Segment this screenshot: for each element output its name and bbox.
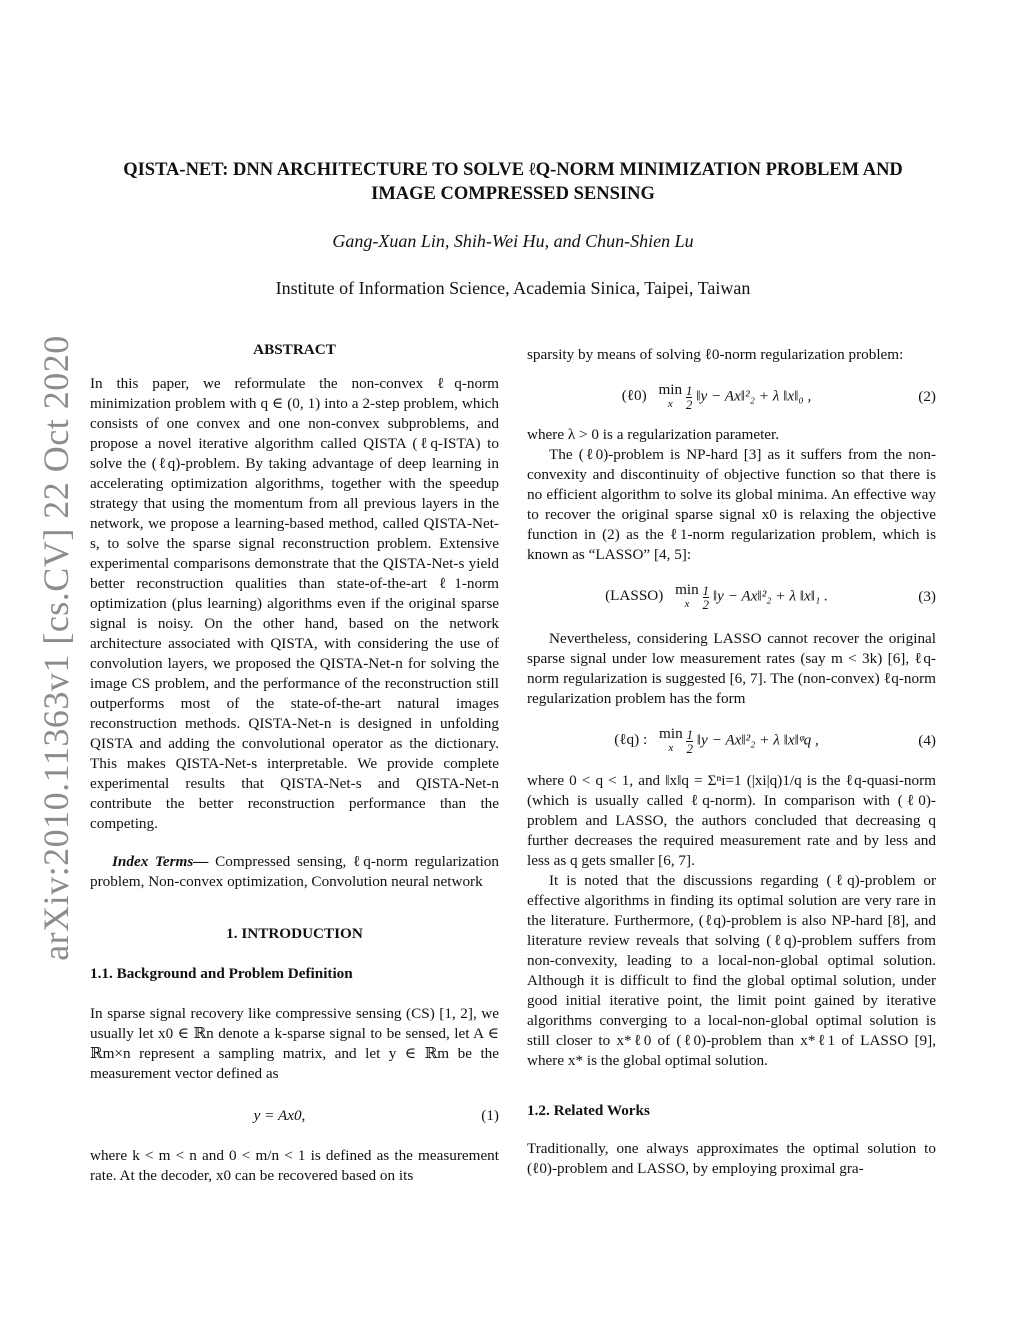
equation-3-number: (3) <box>918 588 936 605</box>
equation-1-body: y = Ax0, <box>253 1107 306 1124</box>
equation-4-number: (4) <box>918 732 936 749</box>
equation-2-body: ‖y − Ax‖²₂ + λ ‖x‖₀ , <box>696 387 812 405</box>
fraction-half: $\frac{1}{2}$ <box>702 582 710 612</box>
equation-1-number: (1) <box>481 1107 499 1124</box>
min-operator: min x <box>658 381 683 410</box>
equation-2-label: (ℓ0) <box>621 387 647 405</box>
arxiv-stamp: arXiv:2010.11363v1 [cs.CV] 22 Oct 2020 <box>36 335 76 961</box>
right-paragraph-4: Nevertheless, considering LASSO cannot recover the original sparse signal under low measurement rates (say m < 3k) [6], ℓq-norm regularization is suggested [6, 7]. The (non-convex) ℓq-norm regularization problem has the form <box>527 630 936 707</box>
affiliation: Institute of Information Science, Academia Sinica, Taipei, Taiwan <box>275 278 751 298</box>
intro-paragraph-1: In sparse signal recovery like compressive sensing (CS) [1, 2], we usually let x0 ∈ ℝn denote a k-sparse signal to be sensed, let A ∈ ℝm×n represent a sampling matrix, and let y ∈ ℝm be the measurement vector defined as <box>90 1005 499 1082</box>
fraction-half: $\frac{1}{2}$ <box>686 726 693 756</box>
fraction-half: $\frac{1}{2}$ <box>685 382 693 412</box>
equation-2-number: (2) <box>918 388 936 405</box>
abstract-heading: ABSTRACT <box>253 341 336 358</box>
right-column <box>527 345 936 1179</box>
intro-heading: 1. INTRODUCTION <box>226 925 363 942</box>
paper-title <box>80 158 946 206</box>
left-column <box>90 340 499 1186</box>
min-operator: min x <box>675 581 699 610</box>
title-line-1: QISTA-NET: DNN ARCHITECTURE TO SOLVE ℓQ-NORM MINIMIZATION PROBLEM AND <box>123 160 903 180</box>
equation-3-label: (LASSO) <box>605 587 664 605</box>
index-terms-label: Index Terms— <box>112 853 209 870</box>
equation-3 <box>527 577 936 617</box>
abstract-text: In this paper, we reformulate the non-convex ℓq-norm minimization problem with q ∈ (0, 1) into a 2-step problem, which consists of one convex and one non-convex subproblems, and propose a novel iterative algorithm called QISTA (ℓq-ISTA) to solve the (ℓq)-problem. By taking advantage of deep learning in accelerating optimization algorithms, together with the speedup strategy that using the momentum from all previous layers in the network, we propose a learning-based method, called QISTA-Net-s, to solve the sparse signal reconstruction problem. Extensive experimental comparisons demonstrate that the QISTA-Net-s yield better reconstruction qualities than state-of-the-art ℓ1-norm optimization (plus learning) algorithms even if the original sparse signal is noisy. On the other hand, based on the network architecture associated with QISTA, with considering the use of convolution layers, we proposed the QISTA-Net-n for solving the image CS problem, and the performance of the reconstruction still outperforms most of the state-of-the-art natural images reconstruction methods. QISTA-Net-n is designed in unfolding QISTA and adding the convolutional operator as the dictionary. This makes QISTA-Net-s interpretable. We provide complete experimental results that QISTA-Net-s and QISTA-Net-n contribute the better reconstruction performance than the competing. <box>90 375 499 832</box>
equation-2 <box>527 377 936 417</box>
equation-4-body: ‖y − Ax‖²₂ + λ ‖x‖ᵠq , <box>696 731 819 749</box>
right-paragraph-6: It is noted that the discussions regarding (ℓq)-problem or effective algorithms in finding its optimal solution are very rare in the literature. Furthermore, (ℓq)-problem is also NP-hard [8], and literature review reveals that solving (ℓq)-problem suffers from non-convexity, leading to a local-non-global optimal solution. Although it is difficult to find the global optimal solution, under good initial iterative point, the limit point gained by iterative algorithms converging to a local-non-global optimal solution is still closer to x*ℓ0 of (ℓ0)-problem than x*ℓ1 of LASSO [9], where x* is the global optimal solution. <box>527 872 936 1069</box>
right-paragraph-3: The (ℓ0)-problem is NP-hard [3] as it suffers from the non-convexity and discontinuity of objective function so that there is no efficient algorithm to solve its global minima. An effective way to recover the original sparse signal x0 is relaxing the objective function in (2) as the ℓ1-norm regularization problem, which is known as “LASSO” [4, 5]: <box>527 446 936 563</box>
equation-3-body: ‖y − Ax‖²₂ + λ ‖x‖₁ . <box>712 587 828 605</box>
right-paragraph-7: Traditionally, one always approximates the optimal solution to (ℓ0)-problem and LASSO, by employing proximal gra- <box>527 1140 936 1177</box>
equation-1 <box>90 1096 499 1136</box>
min-operator: min x <box>659 725 683 754</box>
background-heading: 1.1. Background and Problem Definition <box>90 965 353 982</box>
related-works-heading: 1.2. Related Works <box>527 1102 650 1119</box>
intro-paragraph-2: where k < m < n and 0 < m/n < 1 is defined as the measurement rate. At the decoder, x0 can be recovered based on its <box>90 1147 499 1184</box>
right-paragraph-5: where 0 < q < 1, and ‖x‖q = Σⁿi=1 (|xi|q)1/q is the ℓq-quasi-norm (which is usually called ℓq-norm). In comparison with (ℓ0)-problem and LASSO, the authors concluded that decreasing q further decreases the required measurement rate and by less and less as q gets smaller [6, 7]. <box>527 772 936 869</box>
index-terms-text: Compressed sensing, ℓq-norm regularization problem, Non-convex optimization, Convolution neural network <box>90 853 499 890</box>
equation-4 <box>527 721 936 761</box>
index-terms <box>90 852 499 892</box>
title-line-2: IMAGE COMPRESSED SENSING <box>371 184 655 204</box>
authors: Gang-Xuan Lin, Shih-Wei Hu, and Chun-Shien Lu <box>332 231 694 251</box>
equation-4-label: (ℓq) : <box>614 731 648 749</box>
right-paragraph-1: sparsity by means of solving ℓ0-norm regularization problem: <box>527 346 904 363</box>
right-paragraph-2: where λ > 0 is a regularization parameter. <box>527 426 780 443</box>
